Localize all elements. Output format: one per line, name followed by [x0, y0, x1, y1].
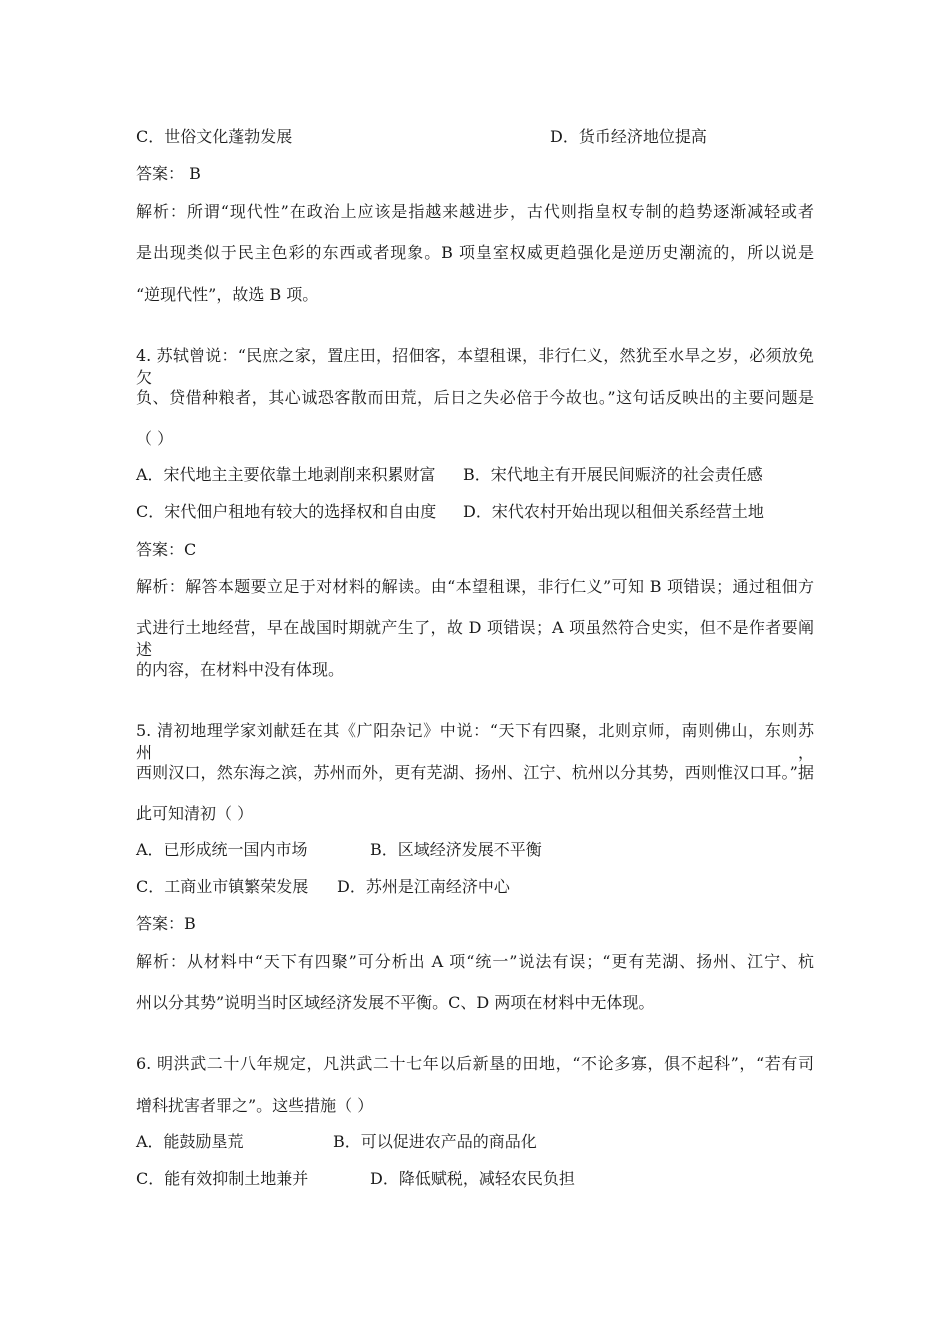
q5-answer: 答案：B: [136, 914, 196, 933]
q4-option-a: A．宋代地主主要依靠土地剥削来积累财富: [136, 465, 436, 484]
q4-analysis-line: 式进行土地经营，早在战国时期就产生了，故 D 项错误；A 项虽然符合史实，但不是作者要阐述: [136, 618, 814, 659]
q6-option-d: D．降低赋税，减轻农民负担: [370, 1169, 575, 1188]
q6-option-c: C．能有效抑制土地兼并: [136, 1169, 309, 1188]
q4-option-b: B．宋代地主有开展民间赈济的社会责任感: [463, 465, 763, 484]
q5-analysis-line: 解析：从材料中“天下有四聚”可分析出 A 项“统一”说法有误；“更有芜湖、扬州、江宁、杭: [136, 952, 814, 971]
q4-option-c: C．宋代佃户租地有较大的选择权和自由度: [136, 502, 437, 521]
q5-option-a: A．已形成统一国内市场: [136, 840, 308, 859]
q3-option-c: C．世俗文化蓬勃发展: [136, 127, 293, 146]
q5-stem-line: 西则汉口，然东海之滨，苏州而外，更有芜湖、扬州、江宁、杭州以分其势，西则惟汉口耳。”据: [136, 763, 814, 782]
q4-stem-line: （ ）: [136, 429, 174, 448]
q4-analysis-line: 的内容，在材料中没有体现。: [136, 660, 345, 679]
q3-analysis-line: “逆现代性”，故选 B 项。: [136, 285, 319, 304]
q6-option-a: A．能鼓励垦荒: [136, 1132, 244, 1151]
q3-analysis-line: 解析：所谓“现代性”在政治上应该是指越来越进步，古代则指皇权专制的趋势逐渐减轻或者: [136, 202, 814, 221]
q5-stem-line: 此可知清初（ ）: [136, 804, 254, 823]
q3-option-d: D．货币经济地位提高: [550, 127, 707, 146]
q5-option-c: C．工商业市镇繁荣发展: [136, 877, 309, 896]
q4-analysis-line: 解析：解答本题要立足于对材料的解读。由“本望租课，非行仁义”可知 B 项错误；通过租佃方: [136, 577, 814, 596]
q6-stem-line: 增科扰害者罪之”。这些措施（ ）: [136, 1096, 374, 1115]
q6-option-b: B．可以促进农产品的商品化: [333, 1132, 537, 1151]
q3-analysis-line: 是出现类似于民主色彩的东西或者现象。B 项皇室权威更趋强化是逆历史潮流的，所以说是: [136, 243, 814, 262]
q3-answer: 答案： B: [136, 164, 201, 183]
q5-analysis-line: 州以分其势”说明当时区域经济发展不平衡。C、D 两项在材料中无体现。: [136, 993, 655, 1012]
q4-stem-line: 4. 苏轼曾说：“民庶之家，置庄田，招佃客，本望租课，非行仁义，然犹至水旱之岁，必须放免欠: [136, 346, 814, 387]
q6-stem-line: 6. 明洪武二十八年规定，凡洪武二十七年以后新垦的田地，“不论多寡，俱不起科”，“若有司: [136, 1054, 814, 1073]
q5-option-d: D．苏州是江南经济中心: [337, 877, 510, 896]
q5-stem-line: 5. 清初地理学家刘献廷在其《广阳杂记》中说：“天下有四聚，北则京师，南则佛山，东则苏州，: [136, 721, 814, 762]
q5-option-b: B．区域经济发展不平衡: [370, 840, 542, 859]
q4-option-d: D．宋代农村开始出现以租佃关系经营土地: [463, 502, 764, 521]
q4-answer: 答案：C: [136, 540, 197, 559]
q4-stem-line: 负、贷借种粮者，其心诚恐客散而田荒，后日之失必倍于今故也。”这句话反映出的主要问题是: [136, 388, 814, 407]
